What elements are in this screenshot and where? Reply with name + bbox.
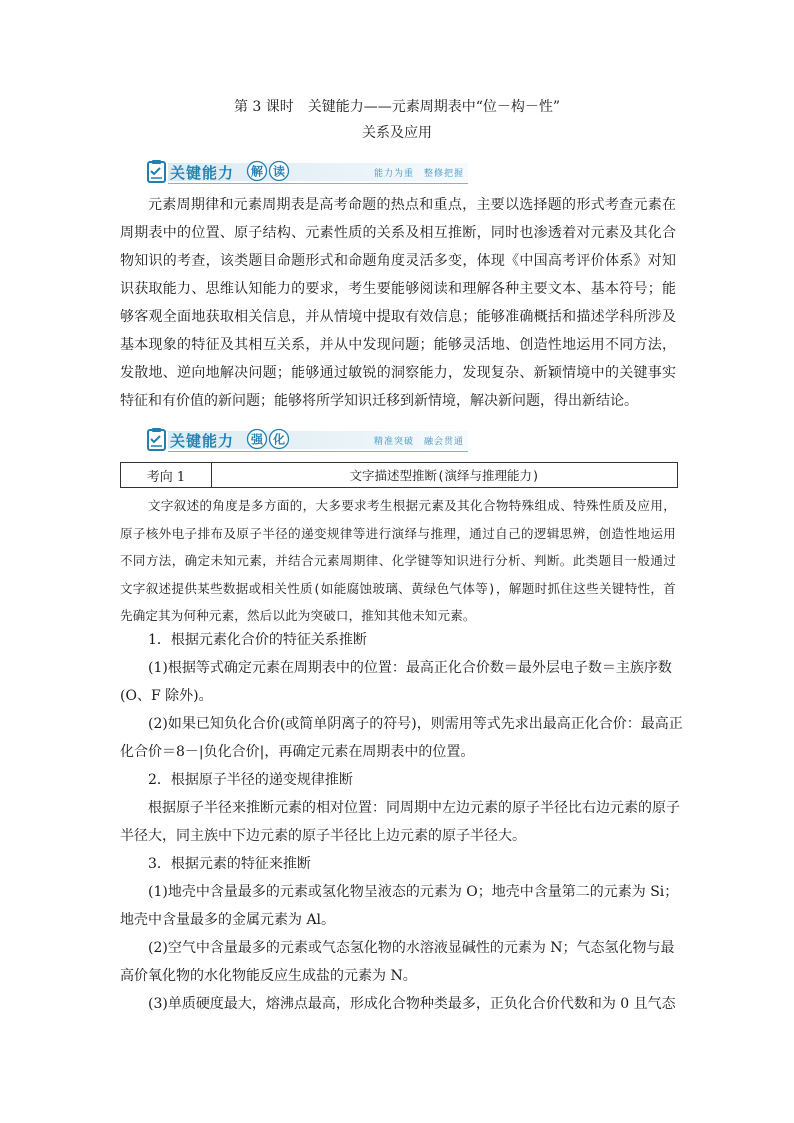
banner-badge	[246, 428, 290, 450]
kaoxiang-label: 考向 1	[121, 463, 212, 488]
body-line: 化合价＝8－|负化合价|，再确定元素在周期表中的位置。	[120, 744, 475, 760]
banner-tagline: 能力为重 整修把握	[373, 169, 464, 179]
kaoxiang-table	[120, 462, 678, 488]
body-line: 半径大，同主族中下边元素的原子半径比上边元素的原子半径大。	[120, 828, 526, 844]
body-line: (O、F 除外)。	[120, 688, 213, 704]
clipboard-check-icon	[146, 427, 168, 451]
section-heading-2: 2．根据原子半径的递变规律推断	[148, 772, 353, 788]
body-line: 高价氧化物的水化物能反应生成盐的元素为 N。	[120, 968, 417, 984]
section-heading-3: 3．根据元素的特征来推断	[148, 856, 311, 872]
clipboard-check-icon	[146, 159, 168, 183]
intro-paragraph: 元素周期律和元素周期表是高考命题的热点和重点，主要以选择题的形式考查元素在周期表中的位置、原子结构、元素性质的关系及相互推断，同时也渗透着对元素及其化合物知识的考查，该类题目命题形式和命题角度灵活多变，体现《中国高考评价体系》对知识获取能力、思维认知能力的要求，考生要能够阅读和理解各种主要文本、基本符号；能够客观全面地获取相关信息，并从情境中提取有效信息；能够准确概括和描述学科所涉及基本现象的特征及其相互关系，并从中发现问题；能够灵活地、创造性地运用不同方法，发散地、逆向地解决问题；能够通过敏锐的洞察能力，发现复杂、新颖情境中的关键事实特征和有价值的新问题；能够将所学知识迁移到新情境，解决新问题，得出新结论。	[120, 197, 676, 409]
page-subtitle: 关系及应用	[362, 125, 432, 141]
body-line: (2)空气中含量最多的元素或气态氢化物的水溶液显碱性的元素为 N；气态氢化物与最	[148, 940, 675, 956]
badge-char-1: 强	[250, 432, 264, 447]
banner-rule	[168, 183, 468, 184]
kaoxiang-topic: 文字描述型推断(演绎与推理能力)	[212, 463, 678, 488]
body-line: (2)如果已知负化合价(或简单阴离子的符号)，则需用等式先求出最高正化合价：最高正	[148, 716, 683, 732]
banner-rule	[168, 451, 468, 452]
banner-title: 关键能力	[170, 164, 235, 182]
page-title: 第 3 课时 关键能力——元素周期表中“位－构－性”	[233, 99, 561, 115]
banner-badge	[246, 160, 290, 182]
body-line: 地壳中含量最多的金属元素为 Al。	[120, 912, 336, 928]
description-paragraph: 文字叙述的角度是多方面的，大多要求考生根据元素及其化合物特殊组成、特殊性质及应用，原子核外电子排布及原子半径的递变规律等进行演绎与推理，通过自己的逻辑思辨，创造性地运用不同方法，确定未知元素，并结合元素周期律、化学键等知识进行分析、判断。此类题目一般通过文字叙述提供某些数据或相关性质(如能腐蚀玻璃、黄绿色气体等)，解题时抓住这些关键特性，首先确定其为何种元素，然后以此为突破口，推知其他未知元素。	[120, 498, 676, 623]
badge-char-1: 解	[250, 164, 264, 179]
body-line: (1)根据等式确定元素在周期表中的位置：最高正化合价数＝最外层电子数＝主族序数	[148, 660, 672, 676]
section-heading-1: 1．根据元素化合价的特征关系推断	[148, 632, 367, 648]
section-banner-interpret	[146, 158, 468, 186]
body-line: (3)单质硬度最大，熔沸点最高，形成化合物种类最多，正负化合价代数和为 0 且气态	[148, 996, 676, 1012]
body-line: 根据原子半径来推断元素的相对位置：同周期中左边元素的原子半径比右边元素的原子	[148, 800, 680, 816]
section-banner-strengthen	[146, 426, 468, 454]
banner-tagline: 精准突破 融会贯通	[373, 437, 464, 447]
banner-title: 关键能力	[170, 432, 235, 450]
badge-char-2: 化	[272, 432, 286, 447]
badge-char-2: 读	[272, 164, 286, 179]
table-row	[121, 463, 678, 488]
body-line: (1)地壳中含量最多的元素或氢化物呈液态的元素为 O；地壳中含量第二的元素为 Si；	[148, 884, 679, 900]
